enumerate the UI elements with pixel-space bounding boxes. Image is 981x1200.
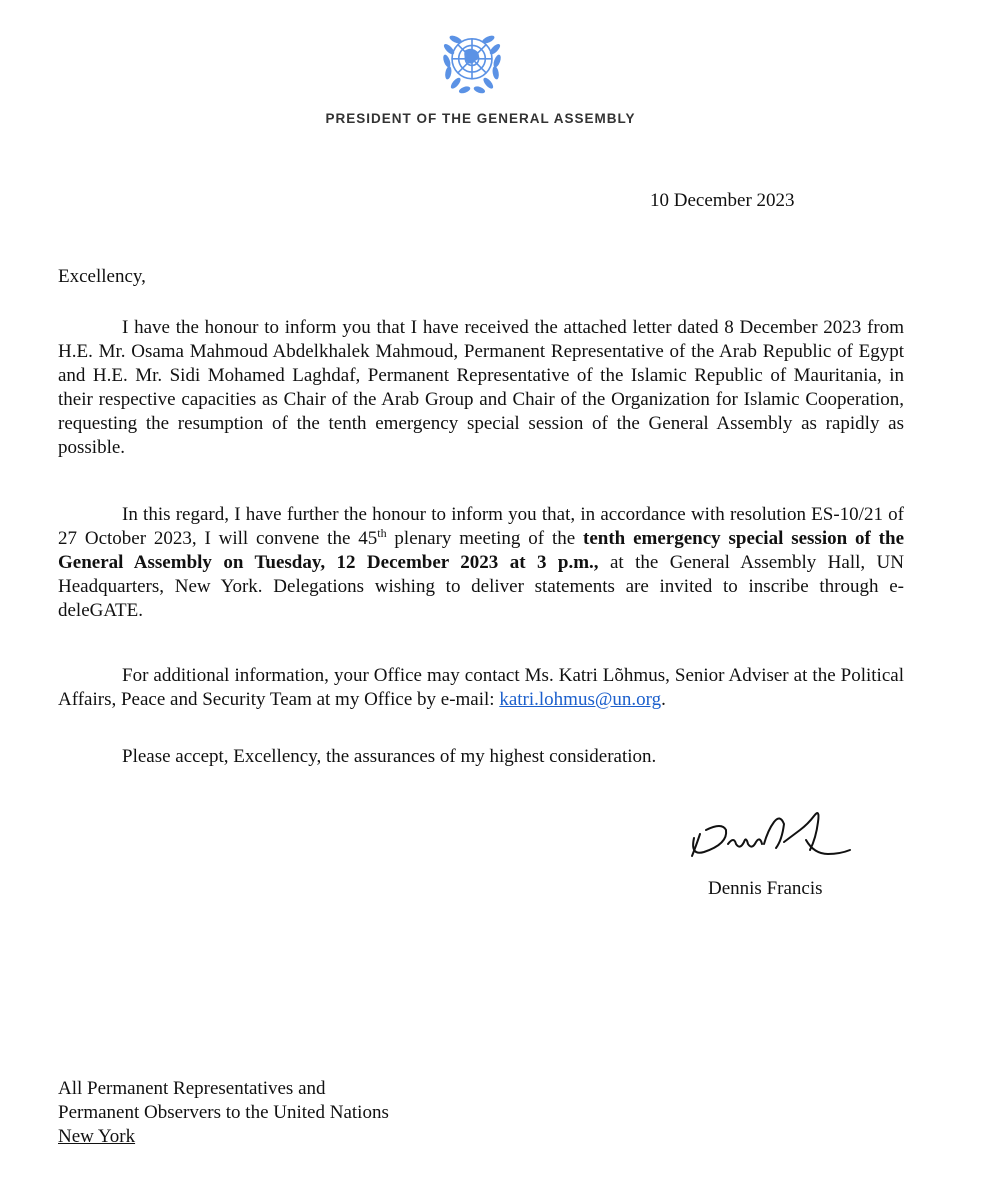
addressee-block xyxy=(58,1077,389,1149)
meeting-details-bold: tenth emergency special session of the General Assembly on Tuesday, 12 December 2023 at 3 p.m., xyxy=(58,528,905,573)
paragraph-received-letter: I have the honour to inform you that I have received the attached letter dated 8 December 2023 from H.E. Mr. Osama Mahmoud Abdelkhalek Mahmoud, Permanent Representative of the Arab Republic of Egypt and H.E. Mr. Sidi Mohamed Laghdaf, Permanent Representative of the Islamic Republic of Mauritania, in their respective capacities as Chair of the Arab Group and Chair of the Organization for Islamic Cooperation, requesting the resumption of the tenth emergency special session of the General Assembly as rapidly as possible. xyxy=(58,317,904,458)
addressee-city: New York xyxy=(58,1126,136,1147)
letter-date: 10 December 2023 xyxy=(650,190,795,211)
meeting-number: 45 xyxy=(358,528,378,549)
addressee-line: Permanent Observers to the United Nations xyxy=(58,1102,389,1123)
un-emblem-icon xyxy=(435,24,509,98)
addressee-line: All Permanent Representatives and xyxy=(58,1078,326,1099)
office-title: PRESIDENT OF THE GENERAL ASSEMBLY xyxy=(325,111,636,126)
ordinal-suffix: th xyxy=(377,526,387,540)
paragraph-closing: Please accept, Excellency, the assurances of my highest consideration. xyxy=(122,746,657,767)
paragraph-meeting-notice: In this regard, I have further the honour to inform you that, in accordance with resolution ES-10/21 of 27 October 2023, I will convene the 45th plenary meeting of the tenth emergency special session of the General Assembly on Tuesday, 12 December 2023 at 3 p.m., at the General Assembly Hall, UN Headquarters, New York. Delegations wishing to deliver statements are invited to inscribe through e-deleGATE. xyxy=(58,504,905,621)
contact-email-link[interactable]: katri.lohmus@un.org xyxy=(499,689,662,710)
paragraph-contact-info: For additional information, your Office may contact Ms. Katri Lõhmus, Senior Adviser at the Political Affairs, Peace and Security Team at my Office by e-mail: katri.lohmus@un.org. xyxy=(58,665,904,710)
salutation: Excellency, xyxy=(58,266,146,287)
signer-name: Dennis Francis xyxy=(708,878,823,899)
handwritten-signature-icon xyxy=(684,800,854,866)
